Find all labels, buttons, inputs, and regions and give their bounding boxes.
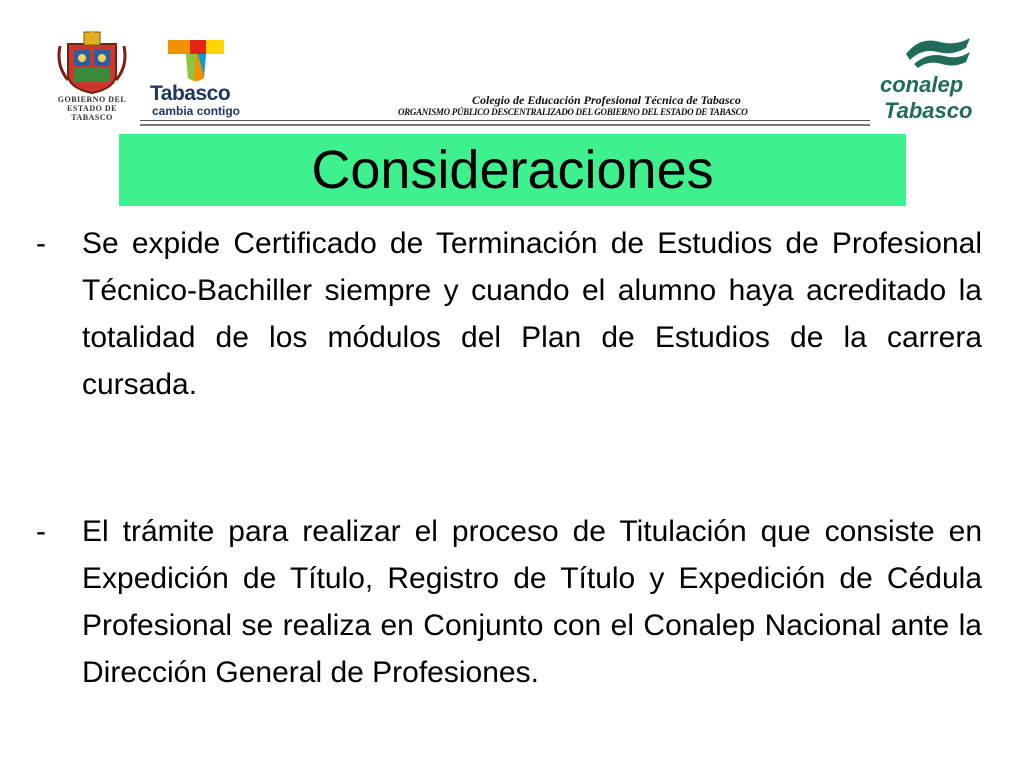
header-divider — [140, 124, 870, 126]
conalep-icon — [900, 34, 976, 70]
conalep-state-name: Tabasco — [884, 98, 973, 123]
bullet-text: Se expide Certificado de Terminación de Estudios de Profesional Técnico-Bachiller siempre y cuando el alumno haya acreditado la totalidad de los módulos del Plan de Estudios de la carrera cursada. — [82, 227, 982, 401]
header — [0, 0, 1024, 130]
conalep-wordmark: conalep — [880, 72, 964, 97]
bullet-marker: - — [36, 227, 46, 260]
tabasco-wordmark: Tabasco — [150, 82, 231, 105]
tabasco-slogan: cambia contigo — [152, 104, 241, 118]
government-name-line: ESTADO DE — [67, 104, 117, 113]
government-name-line: TABASCO — [71, 113, 113, 122]
header-divider — [140, 120, 870, 121]
page-title: Consideraciones — [311, 140, 714, 200]
college-name: Colegio de Educación Profesional Técnica de Tabasco — [472, 93, 741, 107]
bullet-text: El trámite para realizar el proceso de Titulación que consiste en Expedición de Título, Registro de Título y Expedición de Cédula Profesional se realiza en Conjunto con el Conalep Nacional ante la Dirección General de Profesiones. — [82, 515, 982, 689]
college-subtitle: ORGANISMO PÚBLICO DESCENTRALIZADO DEL GOBIERNO DEL ESTADO DE TABASCO — [398, 107, 748, 117]
government-name-line: GOBIERNO DEL — [57, 95, 127, 104]
government-name — [44, 95, 140, 122]
bullet-marker: - — [36, 515, 46, 548]
